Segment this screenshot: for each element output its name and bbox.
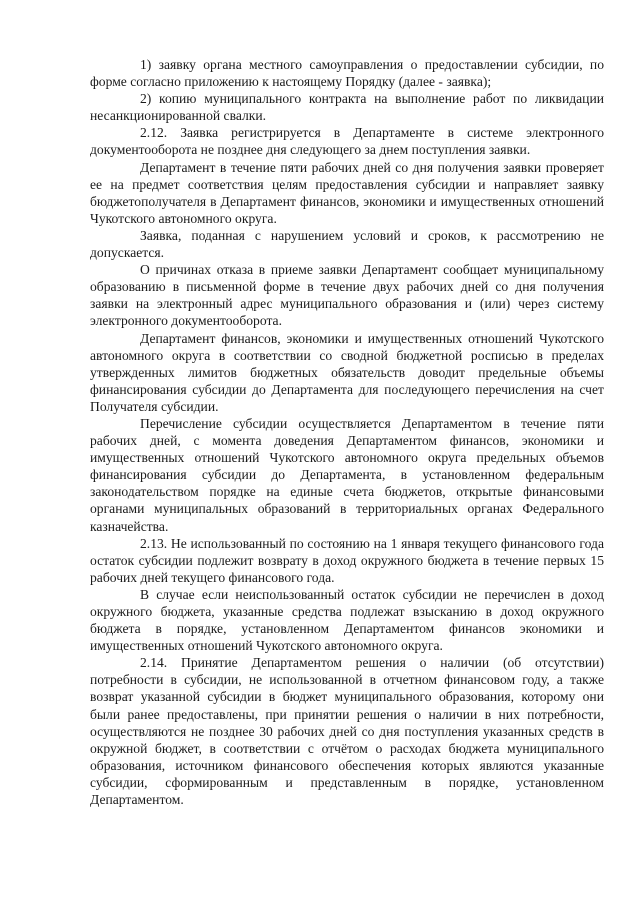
paragraph: О причинах отказа в приеме заявки Департамент сообщает муниципальному образованию в письменной форме в течение двух рабочих дней со дня получения заявки на электронный адрес муниципального образования и (или) через систему электронного документооборота. <box>90 262 604 329</box>
paragraph: 2.14. Принятие Департаментом решения о наличии (об отсутствии) потребности в субсидии, не использованной в отчетном финансовом году, а также возврат указанной субсидии в бюджет муниципального образования, которому они были ранее предоставлены, при принятии решения о наличии в них потребности, осуществляются не позднее 30 рабочих дней со дня поступления указанных средств в окружной бюджет, в соответствии с отчётом о расходах бюджета муниципального образования, источником финансового обеспечения которых являются указанные субсидии, сформированным и представленным в порядке, установленном Департаментом. <box>90 655 604 808</box>
document-page <box>90 56 604 808</box>
paragraph: 2.13. Не использованный по состоянию на 1 января текущего финансового года остаток субсидии подлежит возврату в доход окружного бюджета в течение первых 15 рабочих дней текущего финансового года. <box>90 535 604 585</box>
paragraph: Заявка, поданная с нарушением условий и сроков, к рассмотрению не допускается. <box>90 227 604 261</box>
paragraph: 1) заявку органа местного самоуправления о предоставлении субсидии, по форме согласно приложению к настоящему Порядку (далее - заявка); <box>90 57 604 90</box>
paragraph: Департамент финансов, экономики и имущественных отношений Чукотского автономного округа в соответствии со сводной бюджетной росписью в пределах утвержденных лимитов бюджетных обязательств доводит предельные объемы финансирования субсидии до Департамента для последующего перечисления на счет Получателя субсидии. <box>90 330 604 414</box>
paragraph: 2.12. Заявка регистрируется в Департаменте в системе электронного документооборота не позднее дня следующего за днем поступления заявки. <box>90 125 604 158</box>
paragraph: В случае если неиспользованный остаток субсидии не перечислен в доход окружного бюджета, указанные средства подлежат взысканию в доход окружного бюджета в порядке, установленном Департаментом финансов экономики и имущественных отношений Чукотского автономного округа. <box>90 586 604 654</box>
paragraph: Перечисление субсидии осуществляется Департаментом в течение пяти рабочих дней, с момента доведения Департаментом финансов, экономики и имущественных отношений Чукотского автономного округа предельных объемов финансирования субсидии до Департамента, в установленном федеральным законодательством порядке на единые счета бюджетов, открытые финансовыми органами муниципальных образований в территориальных органах Федерального казначейства. <box>90 415 604 534</box>
paragraph: Департамент в течение пяти рабочих дней со дня получения заявки проверяет ее на предмет соответствия целям предоставления субсидии и направляет заявку бюджетополучателя в Департамент финансов, экономики и имущественных отношений Чукотского автономного округа. <box>90 159 604 226</box>
paragraph: 2) копию муниципального контракта на выполнение работ по ликвидации несанкционированной свалки. <box>90 91 604 124</box>
